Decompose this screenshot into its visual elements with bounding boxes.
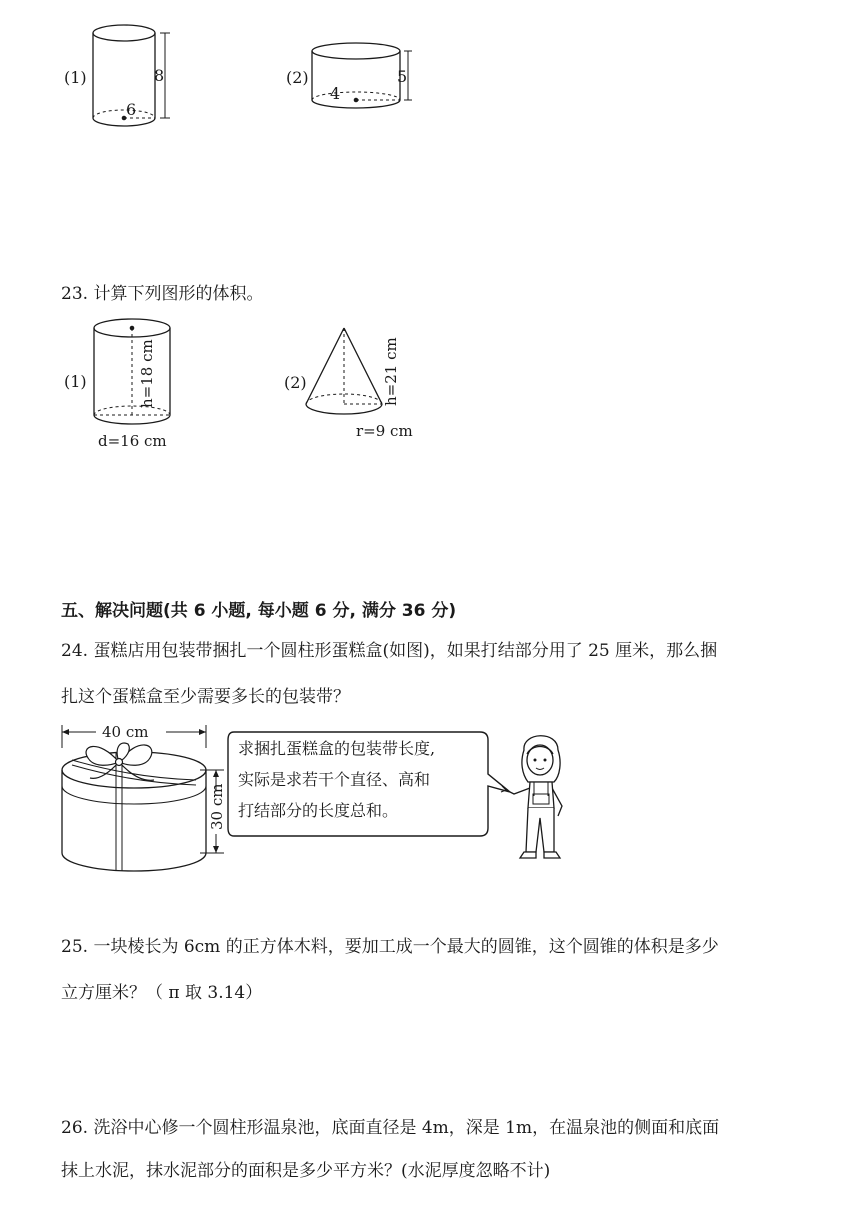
q25-line2: 立方厘米？（ π 取 3.14）	[61, 983, 263, 1003]
q24-line1: 24. 蛋糕店用包装带捆扎一个圆柱形蛋糕盒(如图)，如果打结部分用了 25 厘米，那么捆	[61, 641, 718, 661]
q22-fig2-radius: 4	[330, 84, 341, 103]
section-title: 五、解决问题(共 6 小题, 每小题 6 分, 满分 36 分)	[61, 601, 457, 621]
q23-cylinder	[86, 312, 196, 454]
q22-fig1-radius: 6	[126, 100, 137, 119]
q23-fig1-diameter: d=16 cm	[98, 432, 167, 450]
q22-fig1-label: (1)	[64, 68, 87, 87]
speech-bubble-text	[238, 733, 435, 826]
q22-fig2-label: (2)	[286, 68, 309, 87]
q23-fig1-height: h=18 cm	[138, 339, 156, 408]
q24-height-label: 30 cm	[208, 783, 226, 830]
bubble-line-3: 打结部分的长度总和。	[238, 801, 399, 820]
q23-text: 23. 计算下列图形的体积。	[61, 284, 264, 304]
girl-illustration	[500, 728, 580, 868]
q24-width-label: 40 cm	[102, 723, 149, 741]
q22-cylinder-2	[306, 38, 426, 118]
q23-fig1-label: (1)	[64, 372, 87, 391]
q22-cylinder-1	[86, 18, 186, 133]
bubble-line-2: 实际是求若干个直径、高和	[238, 770, 431, 789]
q24-line2: 扎这个蛋糕盒至少需要多长的包装带？	[61, 687, 350, 707]
q23-fig2-radius: r=9 cm	[356, 422, 413, 440]
q25-line1: 25. 一块棱长为 6cm 的正方体木料，要加工成一个最大的圆锥，这个圆锥的体积是多少	[61, 937, 719, 957]
q23-cone	[300, 318, 430, 448]
bubble-line-1: 求捆扎蛋糕盒的包装带长度,	[238, 739, 436, 758]
q22-fig2-height: 5	[397, 67, 408, 86]
q23-fig2-height: h=21 cm	[382, 337, 400, 406]
q26-line2: 抹上水泥，抹水泥部分的面积是多少平方米？(水泥厚度忽略不计)	[61, 1161, 551, 1181]
q22-fig1-height: 8	[154, 66, 165, 85]
cake-box-illustration	[58, 718, 228, 878]
q26-line1: 26. 洗浴中心修一个圆柱形温泉池，底面直径是 4m，深是 1m，在温泉池的侧面和底面	[61, 1118, 720, 1138]
q23-fig2-label: (2)	[284, 373, 307, 392]
